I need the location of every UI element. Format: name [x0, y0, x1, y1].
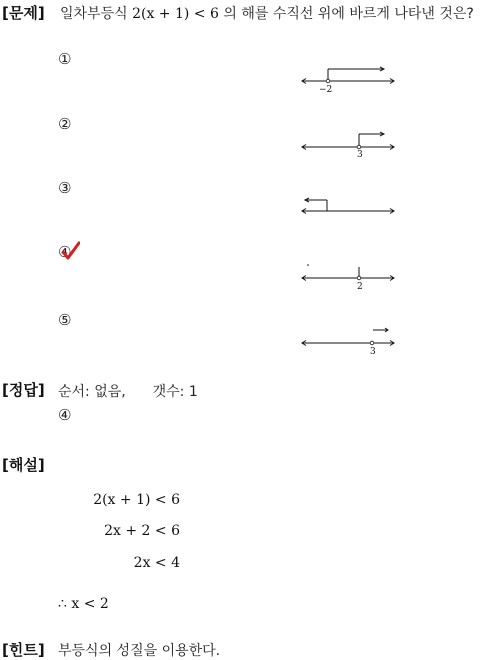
option-4-number-line [300, 261, 396, 292]
answer-choice: ④ [58, 406, 72, 424]
answer-meta [58, 381, 198, 401]
hint-label: [힌트] [2, 641, 45, 659]
option-4-tick-label: 2 [357, 282, 363, 292]
option-4-number[interactable]: ④ [58, 243, 72, 261]
answer-order: 순서: 없음, [58, 384, 126, 400]
option-3-number[interactable]: ③ [58, 179, 72, 197]
option-2-number[interactable]: ② [58, 115, 72, 133]
question-text [60, 3, 474, 23]
hint-text: 부등식의 성질을 이용한다. [58, 643, 221, 659]
question-text-before: 일차부등식 [60, 6, 128, 22]
option-1-tick-label: −2 [319, 85, 333, 95]
option-1-number[interactable]: ① [58, 50, 72, 68]
solution-step-2: 2x + 2 < 6 [104, 523, 180, 539]
option-5-number-line [300, 326, 396, 357]
option-3-number-line [300, 194, 396, 222]
answer-count: 갯수: 1 [152, 384, 198, 400]
question-inequality: 2(x + 1) < 6 [132, 6, 219, 22]
option-2-tick-label: 3 [357, 150, 363, 160]
option-5-tick-label: 3 [370, 347, 376, 357]
solution-step-3: 2x < 4 [133, 555, 180, 571]
check-mark-icon [62, 241, 80, 261]
solution-conclusion: ∴ x < 2 [58, 596, 109, 612]
question-text-after: 의 해를 수직선 위에 바르게 나타낸 것은? [223, 6, 474, 22]
option-2-number-line [300, 129, 396, 160]
solution-step-1: 2(x + 1) < 6 [93, 492, 180, 508]
option-5-number[interactable]: ⑤ [58, 311, 72, 329]
solution-label: [해설] [2, 456, 45, 474]
answer-label: [정답] [2, 381, 45, 399]
option-1-number-line [300, 64, 396, 95]
question-label: [문제] [2, 4, 45, 22]
